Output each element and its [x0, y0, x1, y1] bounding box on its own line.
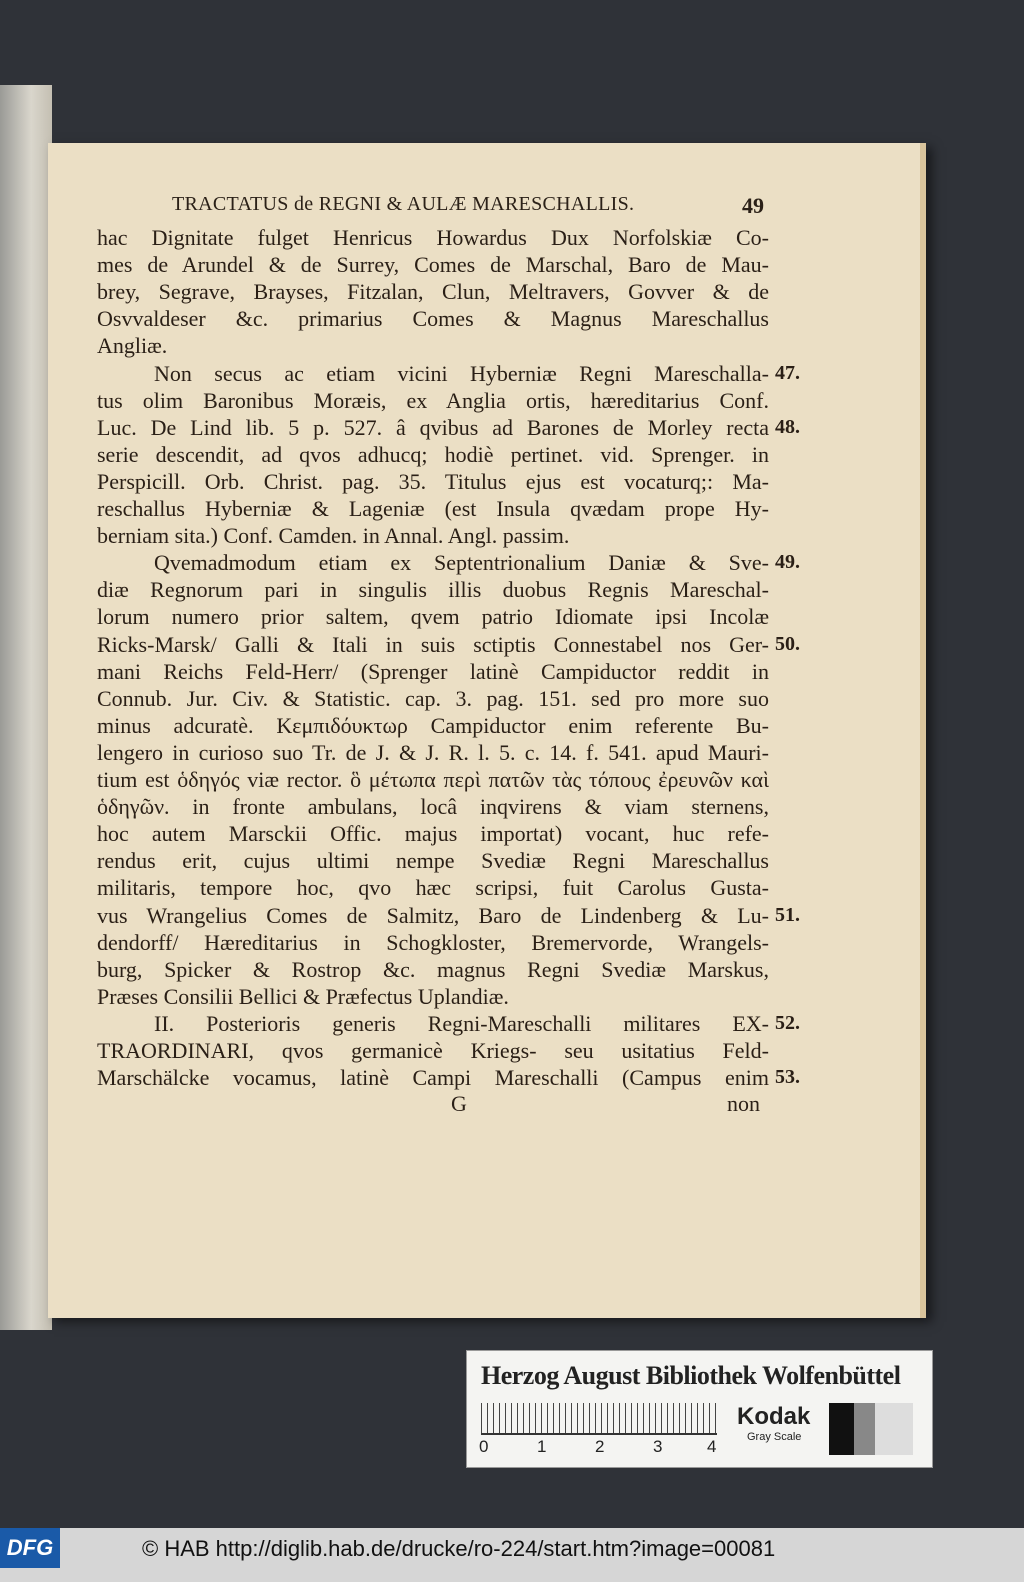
text-line: lengero in curioso suo Tr. de J. & J. R. l. 5. c. 14. f. 541. apud Mauri-: [97, 739, 769, 765]
margin-note: 51.: [775, 903, 800, 926]
text-line: TRAORDINARI, qvos germanicè Kriegs- seu usitatius Feld-: [97, 1038, 769, 1063]
text-line: Connub. Jur. Civ. & Statistic. cap. 3. pag. 151. sed pro more suo: [97, 685, 769, 711]
text-line: vus Wrangelius Comes de Salmitz, Baro de Lindenberg & Lu-: [97, 902, 769, 928]
signature-mark: G: [451, 1091, 467, 1116]
margin-note: 47.: [775, 361, 800, 384]
text-line: Osvvaldeser &c. primarius Comes & Magnus Mareschallus: [97, 306, 769, 332]
text-line: Angliæ.: [97, 333, 168, 359]
text-line: Luc. De Lind lib. 5 p. 527. â qvibus ad Barones de Morley recta: [97, 414, 769, 440]
facing-page-edge: [0, 85, 52, 1330]
margin-note: 50.: [775, 632, 800, 655]
ruler-label: 1: [537, 1437, 547, 1456]
gray-scale-label: Gray Scale: [747, 1431, 802, 1443]
text-line: tus olim Baronibus Moræis, ex Anglia ortis, hæreditarius Conf.: [97, 387, 769, 413]
margin-note: 53.: [775, 1066, 800, 1089]
text-line: diæ Regnorum pari in singulis illis duobus Regnis Mareschal-: [97, 577, 769, 603]
gray-scale-swatch: [829, 1403, 913, 1455]
text-line: Præses Consilii Bellici & Præfectus Uplandiæ.: [97, 983, 509, 1009]
ruler-label: 2: [595, 1437, 605, 1456]
footer-bar: [0, 1528, 1024, 1582]
text-line: tium est ὁδηγός viæ rector. ὃ μέτωπα περὶ πατῶν τὰς τόπους ἐρευνῶν καὶ: [97, 767, 769, 792]
text-line: Marschälcke vocamus, latinè Campi Mareschalli (Campus enim: [97, 1065, 769, 1091]
text-line: berniam sita.) Conf. Camden. in Annal. Angl. passim.: [97, 523, 570, 549]
text-line: Non secus ac etiam vicini Hyberniæ Regni Mareschalla-: [154, 360, 769, 386]
text-line: militaris, tempore hoc, qvo hæc scripsi, fuit Carolus Gusta-: [97, 875, 769, 901]
ruler-label: 0: [479, 1437, 489, 1456]
copyright-link[interactable]: © HAB http://diglib.hab.de/drucke/ro-224/start.htm?image=00081: [142, 1536, 776, 1561]
text-line: Qvemadmodum etiam ex Septentrionalium Daniæ & Sve-: [154, 550, 769, 576]
catchword: non: [727, 1091, 760, 1116]
scale-ruler: [481, 1403, 717, 1435]
text-line: burg, Spicker & Rostrop &c. magnus Regni Svediæ Marskus,: [97, 956, 769, 982]
text-line: minus adcuratè. Κεμπιδόυκτωρ Campiductor enim referente Bu-: [97, 712, 769, 738]
ruler-label: 4: [707, 1437, 717, 1456]
running-header: TRACTATUS de REGNI & AULÆ MARESCHALLIS.: [172, 193, 635, 215]
text-line: reschallus Hyberniæ & Lageniæ (est Insula qvædam prope Hy-: [97, 496, 769, 521]
page-number: 49: [742, 193, 764, 218]
margin-note: 48.: [775, 415, 800, 438]
text-line: mani Reichs Feld-Herr/ (Sprenger latinè Campiductor reddit in: [97, 658, 769, 684]
text-line: hac Dignitate fulget Henricus Howardus Dux Norfolskiæ Co-: [97, 225, 769, 250]
text-line: II. Posterioris generis Regni-Mareschalli militares EX-: [154, 1010, 769, 1036]
text-line: dendorff/ Hæreditarius in Schogkloster, Bremervorde, Wrangels-: [97, 929, 769, 955]
margin-note: 52.: [775, 1011, 800, 1034]
text-line: ὁδηγῶν. in fronte ambulans, locâ inqvirens & viam sternens,: [97, 794, 769, 820]
text-line: lorum numero prior saltem, qvem patrio Idiomate ipsi Incolæ: [97, 604, 769, 630]
kodak-brand: Kodak: [737, 1403, 811, 1430]
color-reference-card: [466, 1350, 933, 1468]
text-line: rendus erit, cujus ultimi nempe Svediæ Regni Mareschallus: [97, 848, 769, 874]
text-line: brey, Segrave, Brayses, Fitzalan, Clun, Meltravers, Govver & de: [97, 279, 769, 305]
text-line: hoc autem Marsckii Offic. majus importat) vocant, huc refe-: [97, 821, 769, 847]
margin-note: 49.: [775, 551, 800, 574]
dfg-logo: DFG: [0, 1528, 60, 1568]
text-line: serie descendit, ad qvos adhucq; hodiè pertinet. vid. Sprenger. in: [97, 441, 769, 467]
text-line: mes de Arundel & de Surrey, Comes de Marschal, Baro de Mau-: [97, 252, 769, 278]
text-line: Perspicill. Orb. Christ. pag. 35. Titulus ejus est vocaturq;: Ma-: [97, 468, 769, 494]
library-name: Herzog August Bibliothek Wolfenbüttel: [481, 1361, 901, 1390]
text-line: Ricks-Marsk/ Galli & Itali in suis sctiptis Connestabel nos Ger-: [97, 631, 769, 657]
ruler-label: 3: [653, 1437, 663, 1456]
